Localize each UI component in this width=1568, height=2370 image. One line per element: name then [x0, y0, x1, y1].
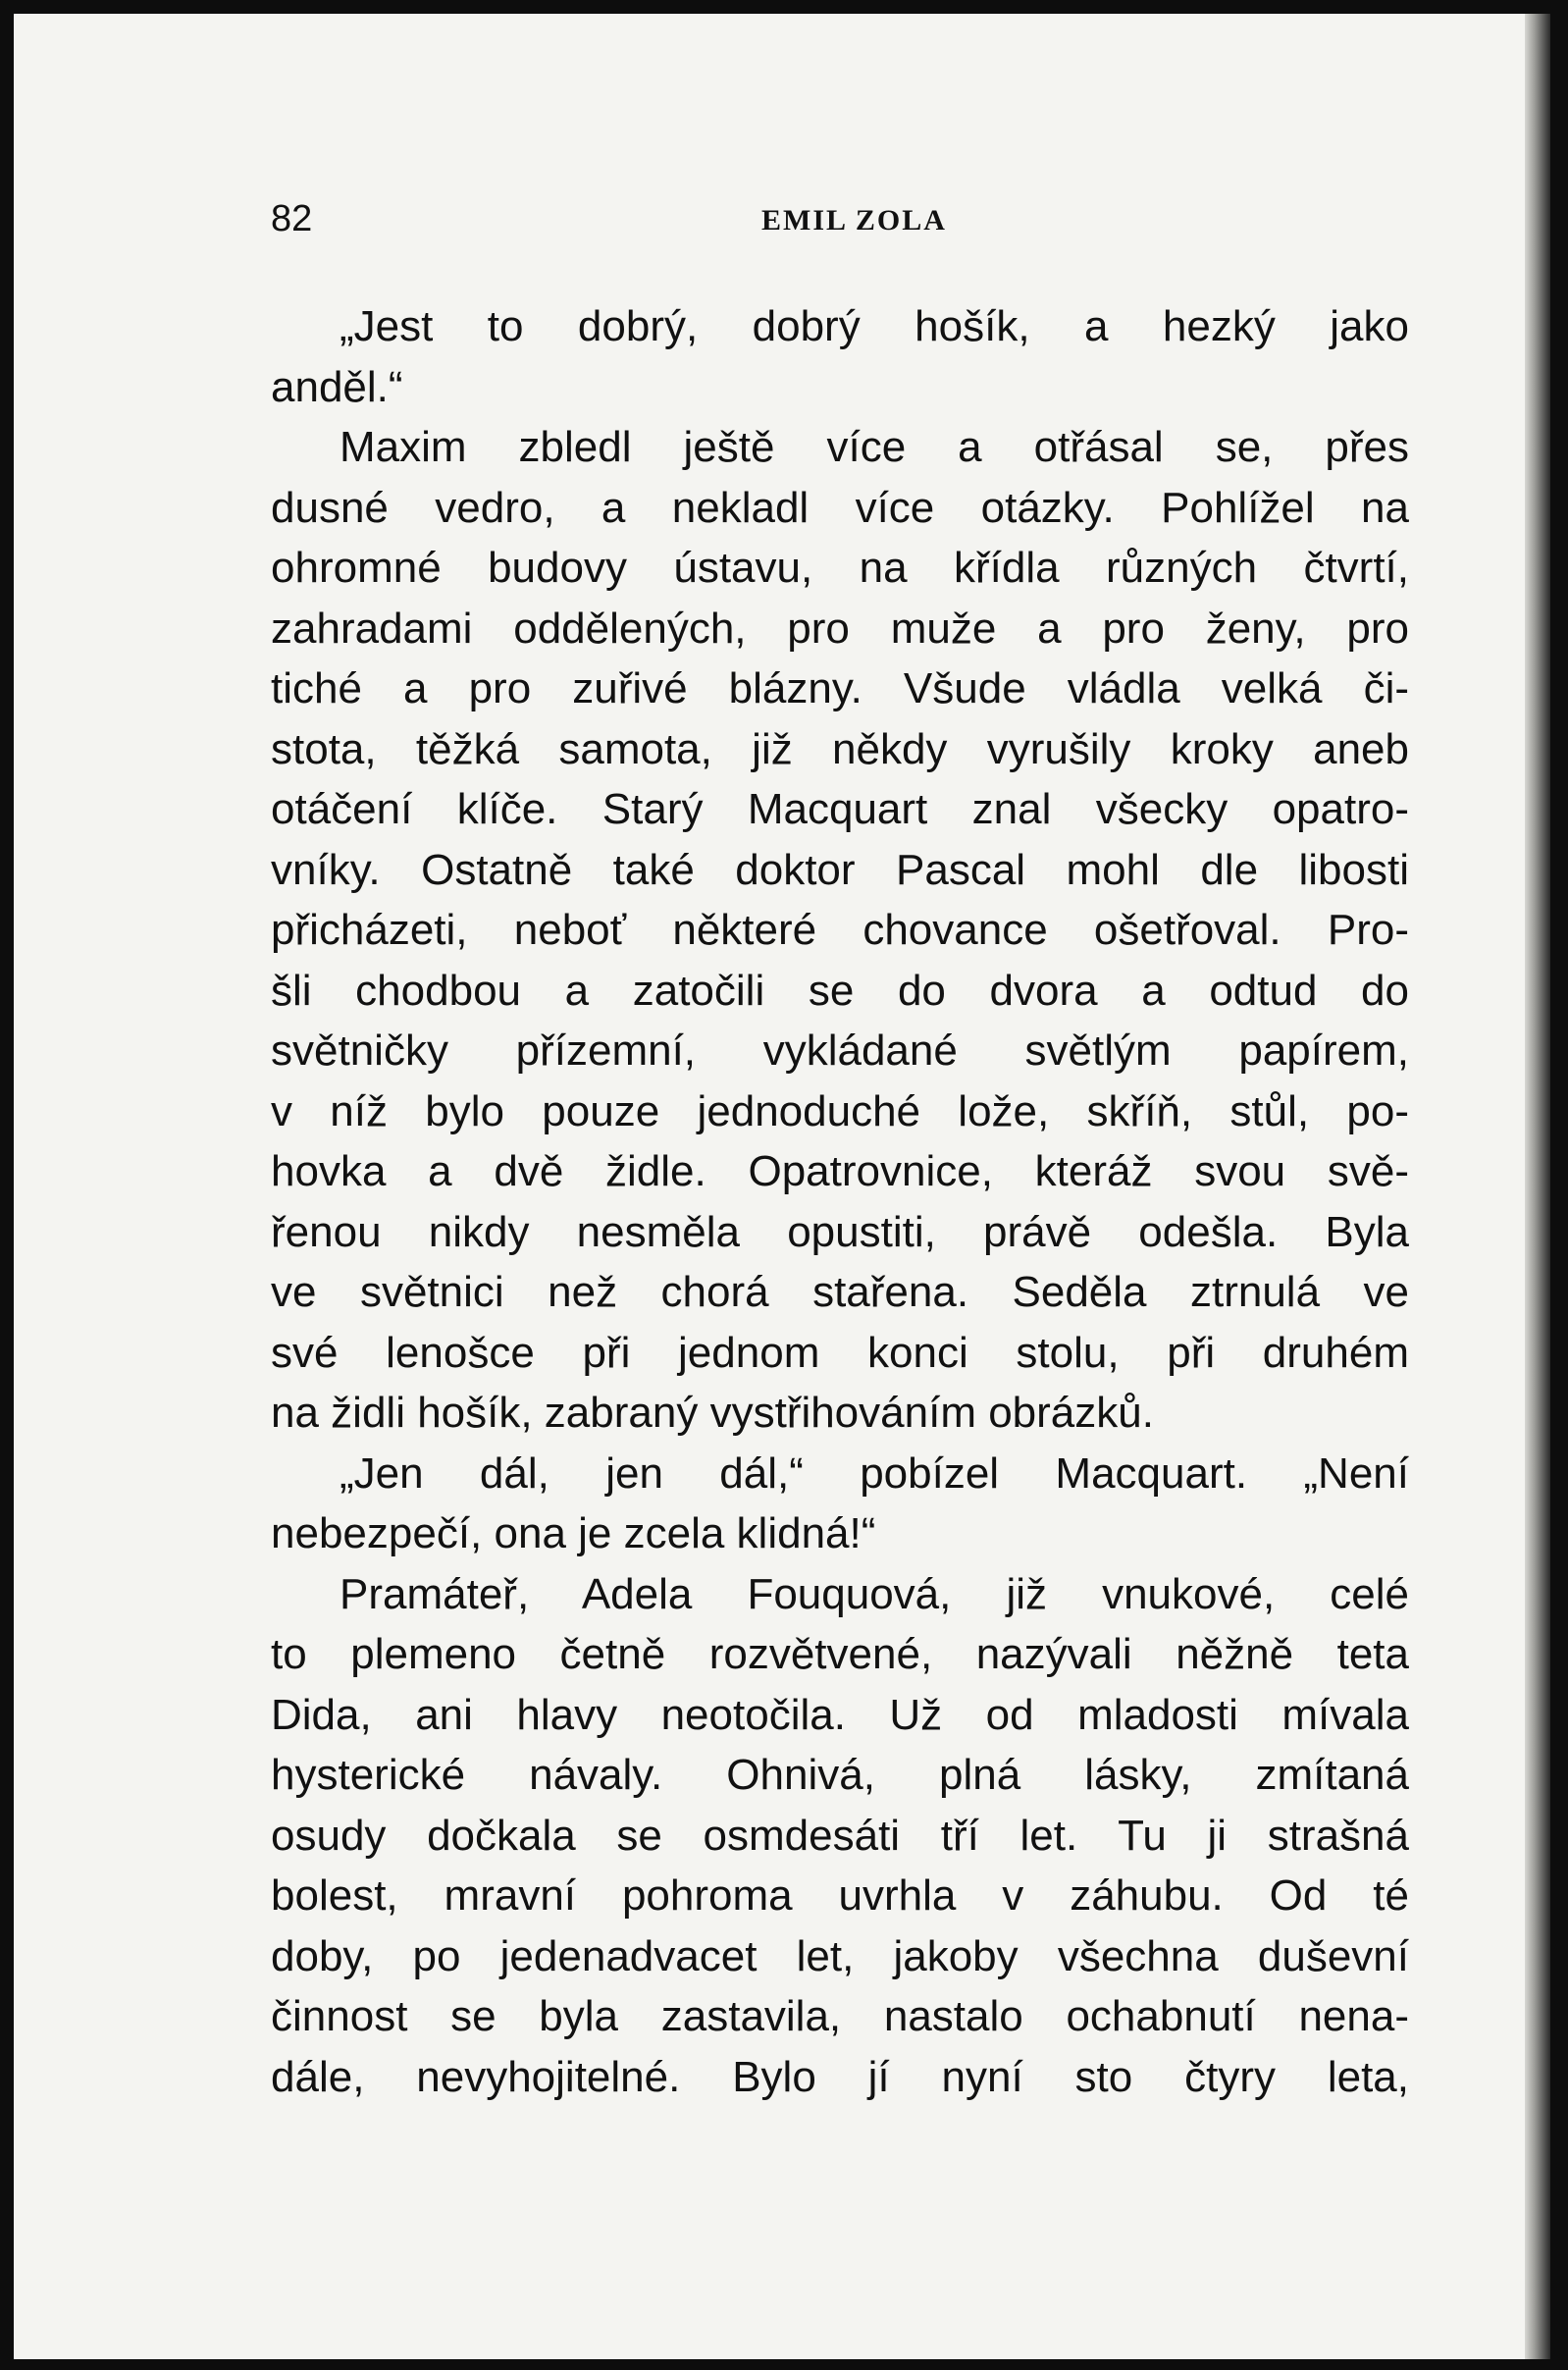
text-line: ve světnici než chorá stařena. Seděla ztrnulá ve [271, 1268, 1409, 1316]
text-line: hovka a dvě židle. Opatrovnice, kteráž svou svě- [271, 1147, 1409, 1195]
text-line: činnost se byla zastavila, nastalo ochabnutí nena- [271, 1992, 1409, 2040]
book-page [14, 14, 1550, 2359]
text-line: bolest, mravní pohroma uvrhla v záhubu. Od té [271, 1871, 1409, 1920]
text-line: „Jest to dobrý, dobrý hošík, a hezký jako [340, 302, 1409, 350]
page-edge-shadow [1525, 14, 1550, 2359]
text-line: „Jen dál, jen dál,“ pobízel Macquart. „Není [340, 1448, 1409, 1498]
text-line: dále, nevyhojitelné. Bylo jí nyní sto čtyry leta, [271, 2052, 1409, 2101]
text-line: šli chodbou a zatočili se do dvora a odtud do [271, 966, 1409, 1015]
body-text [271, 296, 1409, 2107]
text-line: své lenošce při jednom konci stolu, při druhém [271, 1328, 1409, 1377]
running-head: EMIL ZOLA [761, 204, 947, 237]
text-line: přicházeti, neboť některé chovance ošetřoval. Pro- [271, 906, 1409, 954]
text-line: tiché a pro zuřivé blázny. Všude vládla velká či- [271, 664, 1409, 712]
text-line: doby, po jedenadvacet let, jakoby všechna duševní [271, 1931, 1409, 1980]
text-line: dusné vedro, a nekladl více otázky. Pohlížel na [271, 483, 1409, 532]
text-line: světničky přízemní, vykládané světlým papírem, [271, 1027, 1409, 1075]
text-line: ohromné budovy ústavu, na křídla různých čtvrtí, [271, 544, 1409, 592]
page-number: 82 [271, 198, 313, 239]
text-line: vníky. Ostatně také doktor Pascal mohl dle libosti [271, 845, 1409, 894]
text-line: na židli hošík, zabraný vystřihováním obrázků. [271, 1389, 1154, 1437]
text-line: anděl.“ [271, 362, 403, 411]
text-line: řenou nikdy nesměla opustiti, právě odešla. Byla [271, 1207, 1409, 1256]
text-line: to plemeno četně rozvětvené, nazývali něžně teta [271, 1630, 1409, 1678]
text-line: zahradami oddělených, pro muže a pro ženy, pro [271, 604, 1409, 653]
text-line: otáčení klíče. Starý Macquart znal všecky opatro- [271, 785, 1409, 833]
text-line: osudy dočkala se osmdesáti tří let. Tu ji strašná [271, 1811, 1409, 1860]
text-line: Maxim zbledl ještě více a otřásal se, přes [340, 423, 1409, 471]
text-line: stota, těžká samota, již někdy vyrušily kroky aneb [271, 724, 1409, 773]
text-line: v níž bylo pouze jednoduché lože, skříň, stůl, po- [271, 1086, 1409, 1135]
text-line: Pramáteř, Adela Fouquová, již vnukové, celé [340, 1569, 1409, 1618]
text-line: nebezpečí, ona je zcela klidná!“ [271, 1509, 876, 1557]
text-line: Dida, ani hlavy neotočila. Už od mladosti mívala [271, 1690, 1409, 1739]
page-header [271, 198, 1407, 247]
text-line: hysterické návaly. Ohnivá, plná lásky, zmítaná [271, 1751, 1409, 1799]
